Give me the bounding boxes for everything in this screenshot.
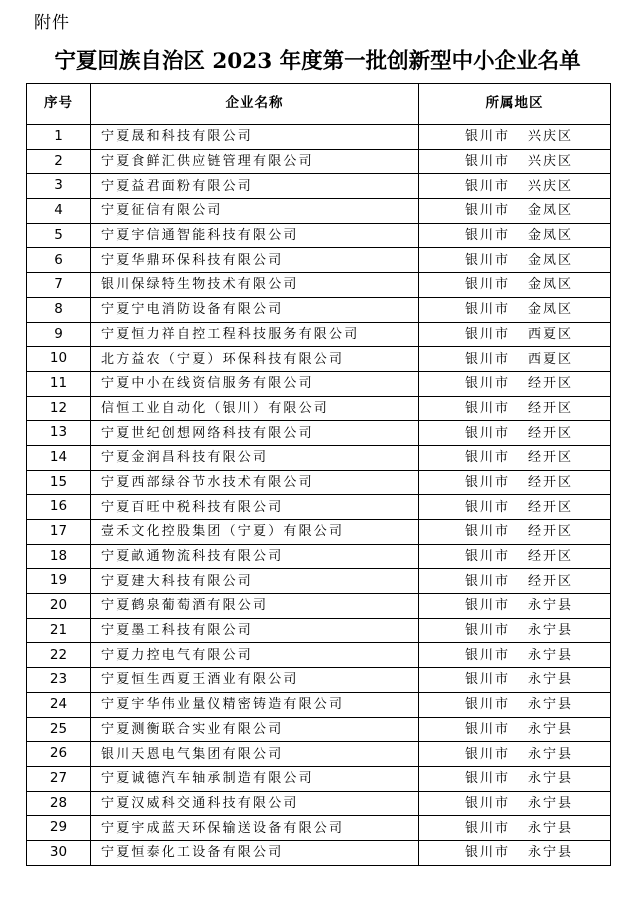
cell-enterprise-name: 宁夏征信有限公司 [91, 199, 419, 224]
cell-serial-number: 18 [27, 544, 91, 569]
region-city: 银川市 [465, 845, 511, 861]
cell-enterprise-name: 宁夏测衡联合实业有限公司 [91, 717, 419, 742]
cell-serial-number: 19 [27, 569, 91, 594]
table-header-row [27, 84, 611, 125]
table-row [27, 470, 611, 495]
cell-serial-number: 3 [27, 174, 91, 199]
region-city: 银川市 [465, 672, 511, 688]
cell-enterprise-name: 宁夏建大科技有限公司 [91, 569, 419, 594]
region-city: 银川市 [465, 499, 511, 515]
table-row [27, 742, 611, 767]
cell-region [419, 347, 611, 372]
cell-serial-number: 17 [27, 520, 91, 545]
table-row [27, 347, 611, 372]
table-row [27, 396, 611, 421]
table-row [27, 297, 611, 322]
table-row [27, 322, 611, 347]
cell-serial-number: 2 [27, 149, 91, 174]
region-city: 银川市 [465, 178, 511, 194]
table-row [27, 544, 611, 569]
cell-enterprise-name: 宁夏宇信通智能科技有限公司 [91, 223, 419, 248]
cell-serial-number: 6 [27, 248, 91, 273]
cell-region [419, 766, 611, 791]
cell-enterprise-name: 宁夏百旺中税科技有限公司 [91, 495, 419, 520]
region-district: 永宁县 [528, 721, 574, 737]
cell-serial-number: 8 [27, 297, 91, 322]
cell-serial-number: 7 [27, 273, 91, 298]
cell-region [419, 569, 611, 594]
cell-serial-number: 28 [27, 791, 91, 816]
region-city: 银川市 [465, 721, 511, 737]
cell-serial-number: 15 [27, 470, 91, 495]
cell-serial-number: 11 [27, 371, 91, 396]
cell-region [419, 371, 611, 396]
region-city: 银川市 [465, 623, 511, 639]
cell-serial-number: 10 [27, 347, 91, 372]
table-row [27, 520, 611, 545]
region-city: 银川市 [465, 795, 511, 811]
cell-enterprise-name: 宁夏金润昌科技有限公司 [91, 445, 419, 470]
table-row [27, 421, 611, 446]
cell-serial-number: 22 [27, 643, 91, 668]
cell-region [419, 495, 611, 520]
cell-region [419, 643, 611, 668]
region-district: 永宁县 [528, 623, 574, 639]
region-city: 银川市 [465, 450, 511, 466]
cell-region [419, 322, 611, 347]
cell-region [419, 594, 611, 619]
table-row [27, 199, 611, 224]
cell-enterprise-name: 宁夏世纪创想网络科技有限公司 [91, 421, 419, 446]
cell-enterprise-name: 宁夏诚德汽车轴承制造有限公司 [91, 766, 419, 791]
cell-enterprise-name: 宁夏西部绿谷节水技术有限公司 [91, 470, 419, 495]
cell-serial-number: 30 [27, 840, 91, 865]
cell-region [419, 421, 611, 446]
region-city: 银川市 [465, 154, 511, 170]
region-city: 银川市 [465, 302, 511, 318]
table-row [27, 125, 611, 150]
cell-enterprise-name: 银川保绿特生物技术有限公司 [91, 273, 419, 298]
cell-region [419, 470, 611, 495]
table-row [27, 594, 611, 619]
cell-enterprise-name: 宁夏宇华伟业量仪精密铸造有限公司 [91, 692, 419, 717]
region-city: 银川市 [465, 573, 511, 589]
cell-region [419, 396, 611, 421]
region-district: 兴庆区 [528, 154, 574, 170]
page-title: 宁夏回族自治区 2023 年度第一批创新型中小企业名单 [54, 49, 581, 74]
region-district: 永宁县 [528, 771, 574, 787]
table-row [27, 668, 611, 693]
region-district: 兴庆区 [528, 178, 574, 194]
table-row [27, 273, 611, 298]
header-enterprise-name: 企业名称 [91, 84, 419, 125]
region-district: 永宁县 [528, 795, 574, 811]
region-district: 永宁县 [528, 672, 574, 688]
cell-enterprise-name: 宁夏畝通物流科技有限公司 [91, 544, 419, 569]
table-row [27, 495, 611, 520]
table-row [27, 174, 611, 199]
cell-enterprise-name: 宁夏恒泰化工设备有限公司 [91, 840, 419, 865]
cell-serial-number: 24 [27, 692, 91, 717]
cell-region [419, 717, 611, 742]
region-district: 永宁县 [528, 647, 574, 663]
cell-enterprise-name: 宁夏力控电气有限公司 [91, 643, 419, 668]
region-district: 兴庆区 [528, 129, 574, 145]
region-district: 西夏区 [528, 326, 574, 342]
region-district: 金凤区 [528, 277, 574, 293]
region-district: 经开区 [528, 400, 574, 416]
cell-serial-number: 5 [27, 223, 91, 248]
cell-serial-number: 21 [27, 618, 91, 643]
region-city: 银川市 [465, 376, 511, 392]
cell-enterprise-name: 宁夏汉威科交通科技有限公司 [91, 791, 419, 816]
cell-serial-number: 16 [27, 495, 91, 520]
cell-serial-number: 14 [27, 445, 91, 470]
cell-region [419, 125, 611, 150]
cell-serial-number: 29 [27, 816, 91, 841]
attachment-label: 附件 [34, 13, 70, 33]
table-row [27, 643, 611, 668]
table-row [27, 692, 611, 717]
cell-enterprise-name: 宁夏鹤泉葡萄酒有限公司 [91, 594, 419, 619]
region-district: 经开区 [528, 474, 574, 490]
region-city: 银川市 [465, 647, 511, 663]
cell-enterprise-name: 宁夏恒生西夏王酒业有限公司 [91, 668, 419, 693]
region-district: 永宁县 [528, 845, 574, 861]
region-city: 银川市 [465, 746, 511, 762]
region-city: 银川市 [465, 425, 511, 441]
cell-serial-number: 12 [27, 396, 91, 421]
region-city: 银川市 [465, 598, 511, 614]
cell-region [419, 248, 611, 273]
region-city: 银川市 [465, 524, 511, 540]
cell-enterprise-name: 信恒工业自动化（银川）有限公司 [91, 396, 419, 421]
region-district: 经开区 [528, 450, 574, 466]
region-district: 经开区 [528, 573, 574, 589]
region-district: 永宁县 [528, 697, 574, 713]
cell-enterprise-name: 宁夏益君面粉有限公司 [91, 174, 419, 199]
region-district: 金凤区 [528, 302, 574, 318]
cell-enterprise-name: 宁夏中小在线资信服务有限公司 [91, 371, 419, 396]
cell-enterprise-name: 宁夏宁电消防设备有限公司 [91, 297, 419, 322]
cell-region [419, 791, 611, 816]
cell-region [419, 174, 611, 199]
cell-enterprise-name: 宁夏墨工科技有限公司 [91, 618, 419, 643]
table-row [27, 840, 611, 865]
region-city: 银川市 [465, 277, 511, 293]
region-city: 银川市 [465, 252, 511, 268]
region-city: 银川市 [465, 129, 511, 145]
table-row [27, 248, 611, 273]
enterprise-list-table [26, 83, 611, 866]
cell-region [419, 816, 611, 841]
table-row [27, 149, 611, 174]
region-city: 银川市 [465, 820, 511, 836]
table-row [27, 445, 611, 470]
cell-region [419, 297, 611, 322]
header-serial-number: 序号 [27, 84, 91, 125]
cell-region [419, 520, 611, 545]
region-district: 经开区 [528, 376, 574, 392]
region-district: 经开区 [528, 549, 574, 565]
region-district: 西夏区 [528, 351, 574, 367]
cell-enterprise-name: 宁夏华鼎环保科技有限公司 [91, 248, 419, 273]
cell-enterprise-name: 宁夏晟和科技有限公司 [91, 125, 419, 150]
region-city: 银川市 [465, 326, 511, 342]
cell-serial-number: 20 [27, 594, 91, 619]
table-row [27, 618, 611, 643]
cell-region [419, 199, 611, 224]
header-region: 所属地区 [419, 84, 611, 125]
region-district: 永宁县 [528, 746, 574, 762]
cell-enterprise-name: 宁夏食鲜汇供应链管理有限公司 [91, 149, 419, 174]
table-row [27, 766, 611, 791]
region-district: 金凤区 [528, 228, 574, 244]
cell-serial-number: 4 [27, 199, 91, 224]
table-row [27, 223, 611, 248]
region-city: 银川市 [465, 697, 511, 713]
table-row [27, 791, 611, 816]
table-row [27, 717, 611, 742]
cell-serial-number: 23 [27, 668, 91, 693]
region-city: 银川市 [465, 203, 511, 219]
cell-region [419, 223, 611, 248]
cell-region [419, 544, 611, 569]
region-city: 银川市 [465, 351, 511, 367]
region-district: 永宁县 [528, 598, 574, 614]
cell-enterprise-name: 宁夏恒力祥自控工程科技服务有限公司 [91, 322, 419, 347]
region-district: 永宁县 [528, 820, 574, 836]
cell-region [419, 692, 611, 717]
table-body [27, 125, 611, 866]
region-district: 金凤区 [528, 203, 574, 219]
region-city: 银川市 [465, 771, 511, 787]
cell-region [419, 840, 611, 865]
cell-serial-number: 27 [27, 766, 91, 791]
cell-region [419, 668, 611, 693]
cell-region [419, 273, 611, 298]
cell-serial-number: 25 [27, 717, 91, 742]
cell-serial-number: 26 [27, 742, 91, 767]
region-city: 银川市 [465, 228, 511, 244]
region-city: 银川市 [465, 549, 511, 565]
cell-enterprise-name: 壹禾文化控股集团（宁夏）有限公司 [91, 520, 419, 545]
cell-serial-number: 13 [27, 421, 91, 446]
region-district: 经开区 [528, 499, 574, 515]
region-district: 金凤区 [528, 252, 574, 268]
cell-enterprise-name: 宁夏宇成蓝天环保输送设备有限公司 [91, 816, 419, 841]
table-row [27, 816, 611, 841]
region-city: 银川市 [465, 400, 511, 416]
cell-enterprise-name: 银川天恩电气集团有限公司 [91, 742, 419, 767]
region-city: 银川市 [465, 474, 511, 490]
cell-serial-number: 9 [27, 322, 91, 347]
cell-serial-number: 1 [27, 125, 91, 150]
region-district: 经开区 [528, 425, 574, 441]
region-district: 经开区 [528, 524, 574, 540]
cell-region [419, 742, 611, 767]
cell-region [419, 149, 611, 174]
cell-region [419, 445, 611, 470]
table-row [27, 371, 611, 396]
cell-enterprise-name: 北方益农（宁夏）环保科技有限公司 [91, 347, 419, 372]
table-row [27, 569, 611, 594]
cell-region [419, 618, 611, 643]
